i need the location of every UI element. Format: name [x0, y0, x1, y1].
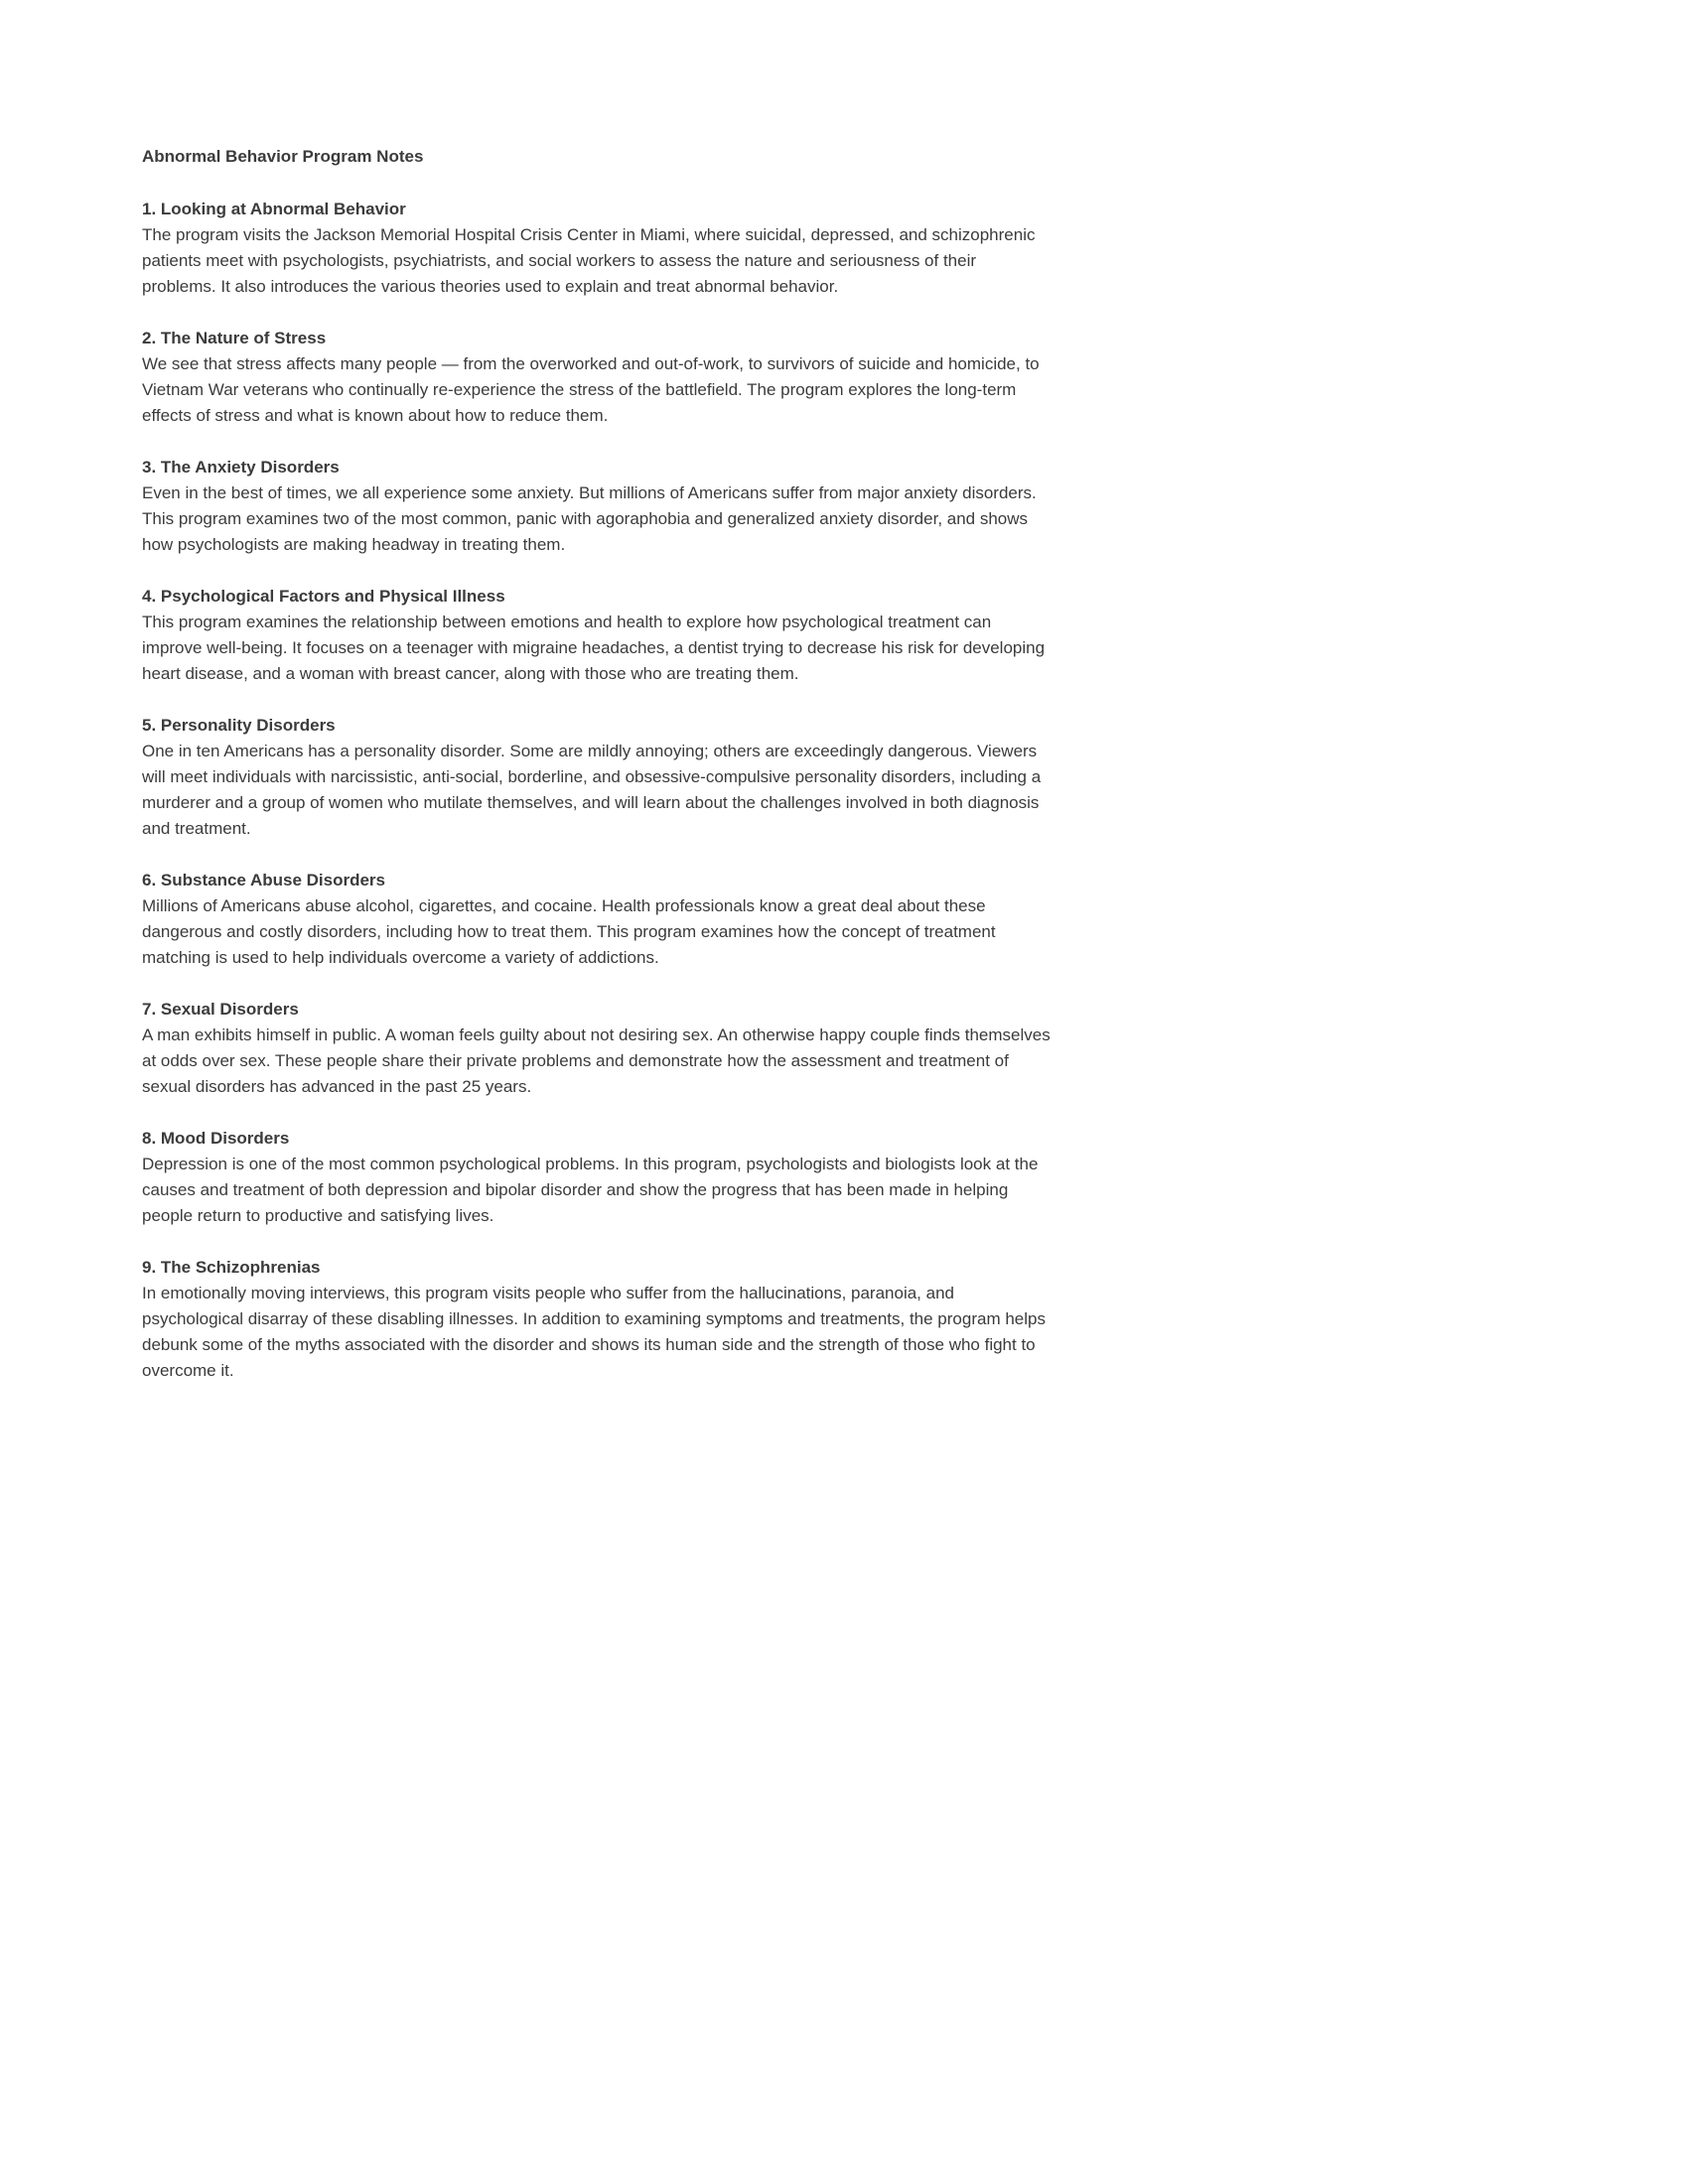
section-body: Even in the best of times, we all experience some anxiety. But millions of Americans suffer from major anxiety disorders. This program examines two of the most common, panic with agoraphobia and generalized anxiety disorder, and shows how psychologists are making headway in treating them. [142, 483, 1037, 554]
document-content [142, 144, 1054, 1384]
section-heading: 8. Mood Disorders [142, 1129, 290, 1148]
document-section [142, 868, 1054, 971]
section-heading: 6. Substance Abuse Disorders [142, 871, 386, 889]
section-body: This program examines the relationship between emotions and health to explore how psychological treatment can improve well-being. It focuses on a teenager with migraine headaches, a dentist trying to decrease his risk for developing heart disease, and a woman with breast cancer, along with those who are treating them. [142, 613, 1046, 683]
document-title: Abnormal Behavior Program Notes [142, 147, 424, 166]
document-section [142, 455, 1054, 558]
section-body: We see that stress affects many people — from the overworked and out-of-work, to survivors of suicide and homicide, to Vietnam War veterans who continually re-experience the stress of the battlefield. The program explores the long-term effects of stress and what is known about how to reduce them. [142, 354, 1040, 425]
section-body: In emotionally moving interviews, this program visits people who suffer from the hallucinations, paranoia, and psychological disarray of these disabling illnesses. In addition to examining symptoms and treatments, the program helps debunk some of the myths associated with the disorder and shows its human side and the strength of those who fight to overcome it. [142, 1284, 1046, 1380]
section-heading: 9. The Schizophrenias [142, 1258, 321, 1277]
document-section [142, 1126, 1054, 1229]
document-section [142, 197, 1054, 300]
section-heading: 3. The Anxiety Disorders [142, 458, 340, 477]
document-section [142, 713, 1054, 842]
section-body: The program visits the Jackson Memorial Hospital Crisis Center in Miami, where suicidal, depressed, and schizophrenic patients meet with psychologists, psychiatrists, and social workers to assess the nature and seriousness of their problems. It also introduces the various theories used to explain and treat abnormal behavior. [142, 225, 1036, 296]
section-heading: 4. Psychological Factors and Physical Illness [142, 587, 505, 606]
section-heading: 7. Sexual Disorders [142, 1000, 299, 1019]
document-section [142, 326, 1054, 429]
sections-container [142, 197, 1054, 1384]
section-body: Millions of Americans abuse alcohol, cigarettes, and cocaine. Health professionals know a great deal about these dangerous and costly disorders, including how to treat them. This program examines how the concept of treatment matching is used to help individuals overcome a variety of addictions. [142, 896, 996, 967]
document-section [142, 584, 1054, 687]
section-heading: 2. The Nature of Stress [142, 329, 327, 347]
section-body: Depression is one of the most common psychological problems. In this program, psychologists and biologists look at the causes and treatment of both depression and bipolar disorder and show the progress that has been made in helping people return to productive and satisfying lives. [142, 1155, 1039, 1225]
section-body: One in ten Americans has a personality disorder. Some are mildly annoying; others are exceedingly dangerous. Viewers will meet individuals with narcissistic, anti-social, borderline, and obsessive-compulsive personality disorders, including a murderer and a group of women who mutilate themselves, and will learn about the challenges involved in both diagnosis and treatment. [142, 742, 1042, 838]
section-heading: 1. Looking at Abnormal Behavior [142, 200, 406, 218]
document-section [142, 997, 1054, 1100]
document-section [142, 1255, 1054, 1384]
section-heading: 5. Personality Disorders [142, 716, 336, 735]
section-body: A man exhibits himself in public. A woman feels guilty about not desiring sex. An otherwise happy couple finds themselves at odds over sex. These people share their private problems and demonstrate how the assessment and treatment of sexual disorders has advanced in the past 25 years. [142, 1025, 1051, 1096]
